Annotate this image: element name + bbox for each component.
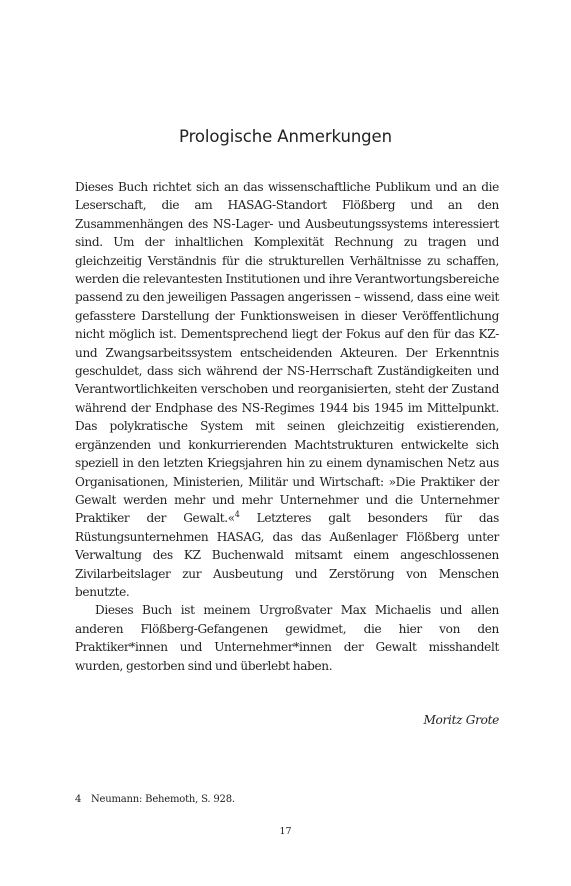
paragraph-intro [75, 178, 499, 601]
footnote-number: 4 [75, 794, 82, 805]
footnote-text: Neumann: Behemoth, S. 928. [91, 794, 235, 805]
footnote-reference: 4 [234, 510, 240, 520]
paragraph-dedication: Dieses Buch ist meinem Urgroßvater Max Michaelis und allen anderen Flößberg-Gefangenen gewidmet, die hier von den Praktiker*innen und Unternehmer*innen der Gewalt misshandelt wurden, gestorben sind und überlebt haben. [75, 603, 499, 673]
body-text [75, 178, 499, 675]
chapter-heading: Prologische Anmerkungen [179, 127, 392, 147]
author-signature: Moritz Grote [423, 713, 499, 727]
paragraph-intro-continuation: Letzteres galt besonders für das Rüstungsunternehmen HASAG, das das Außenlager Flößberg unter Verwaltung des KZ Buchenwald mitsamt einem angeschlossenen Zivilarbeitslager zur Ausbeutung und Zerstörung von Menschen benutzte. [75, 511, 499, 599]
page-number: 17 [279, 826, 292, 837]
footnote [75, 794, 499, 805]
paragraph-intro-text: Dieses Buch richtet sich an das wissenschaftliche Publikum und an die Leserschaft, die am HASAG-Standort Flößberg und an den Zusammenhängen des NS-Lager- und Ausbeutungssystems interessiert sind. Um der inhaltlichen Komplexität Rechnung zu tragen und gleichzeitig Verständnis für die strukturellen Verhältnisse zu schaffen, werden die relevantesten Institutionen und ihre Verantwortungsbereiche passend zu den jeweiligen Passagen angerissen – wissend, dass eine weit gefasstere Darstellung der Funktionsweisen in dieser Veröffentlichung nicht möglich ist. Dementsprechend liegt der Fokus auf den für das KZ- und Zwangsarbeitssystem entscheidenden Akteuren. Der Erkenntnis geschuldet, dass sich während der NS-Herrschaft Zuständigkeiten und Verantwortlichkeiten verschoben und reorganisierten, steht der Zustand während der Endphase des NS-Regimes 1944 bis 1945 im Mittelpunkt. Das polykratische System mit seinen gleichzeitig existierenden, ergänzenden und konkurrierenden Machtstrukturen entwickelte sich speziell in den letzten Kriegsjahren hin zu einem dynamischen Netz aus Organisationen, Ministerien, Militär und Wirtschaft: »Die Praktiker der Gewalt werden mehr und mehr Unternehmer und die Unternehmer Praktiker der Gewalt.« [75, 180, 499, 526]
